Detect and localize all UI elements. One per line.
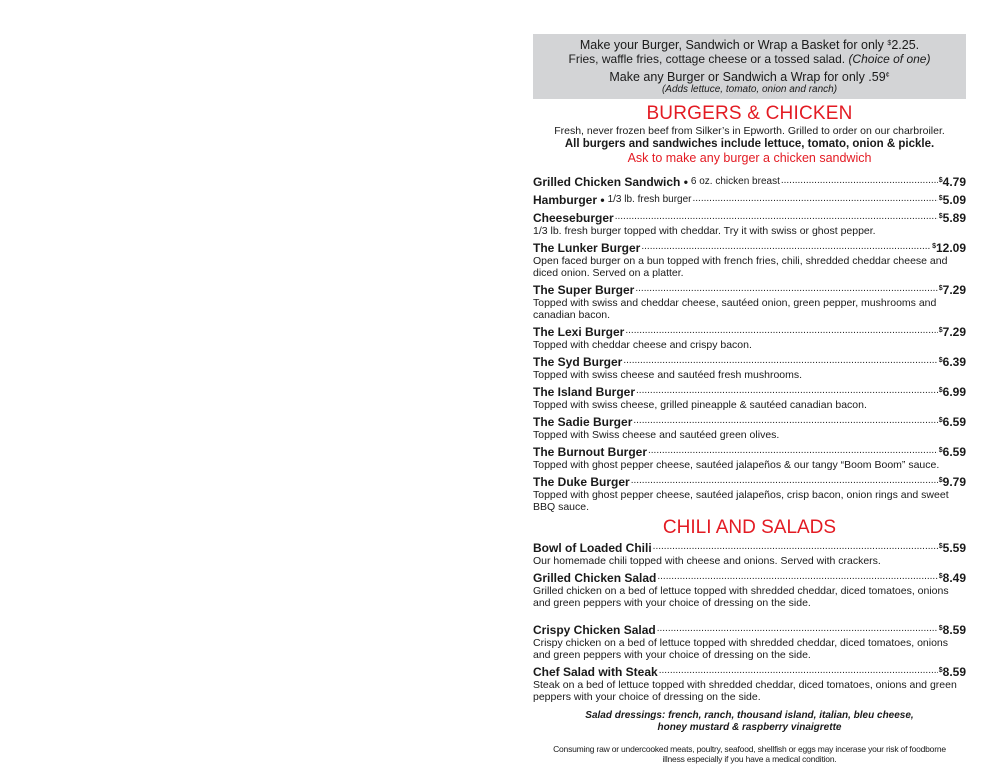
menu-item-row (533, 211, 966, 225)
chili-salads-heading: CHILI AND SALADS (662, 517, 837, 538)
dot-leader (615, 211, 938, 223)
menu-item-name: Crispy Chicken Salad (533, 623, 656, 637)
menu-item-price (939, 355, 966, 369)
price-dollar-sign: $ (938, 477, 943, 484)
price-dollar-sign: $ (938, 625, 943, 632)
menu-item-row (533, 475, 966, 489)
menu-item-price (939, 665, 966, 679)
dot-leader (633, 415, 937, 427)
menu-item-row (533, 623, 966, 637)
menu-item-row (533, 541, 966, 555)
menu-item-description: Crispy chicken on a bed of lettuce topped with shredded cheddar, diced tomatoes, onions and green peppers with your choice of dressing on the side. (533, 637, 949, 661)
price-value: 6.59 (942, 415, 966, 429)
banner-line-1: Make your Burger, Sandwich or Wrap a Basket for only $2.25. (579, 38, 920, 52)
menu-item-description: Topped with cheddar cheese and crispy bacon. (533, 339, 752, 351)
price-value: 5.89 (942, 211, 966, 225)
menu-item-row (533, 415, 966, 429)
menu-item-name: Bowl of Loaded Chili (533, 541, 652, 555)
menu-item-name: The Sadie Burger (533, 415, 633, 429)
dot-leader (648, 445, 938, 457)
burgers-intro-line-2: All burgers and sandwiches include lettuce, tomato, onion & pickle. (564, 138, 935, 150)
price-value: 5.59 (942, 541, 966, 555)
salad-dressings (533, 710, 966, 734)
salad-dressings-line-2: honey mustard & raspberry vinaigrette (657, 722, 842, 733)
price-value: 7.29 (942, 283, 966, 297)
menu-item-price (939, 385, 966, 399)
menu-item (533, 665, 966, 703)
price-value: 6.59 (942, 445, 966, 459)
menu-item-price (939, 475, 966, 489)
menu-item-description: Topped with ghost pepper cheese, sautéed jalapeños & our tangy “Boom Boom” sauce. (533, 459, 940, 471)
dot-leader (781, 175, 938, 187)
menu-item-row (533, 175, 966, 189)
menu-item-name: Hamburger • (533, 193, 605, 207)
menu-item-description: Open faced burger on a bun topped with french fries, chili, shredded cheddar cheese and diced onion. Served on a platter. (533, 255, 948, 279)
dot-leader (631, 475, 938, 487)
price-value: 6.39 (942, 355, 966, 369)
menu-item-name: The Lunker Burger (533, 241, 641, 255)
menu-item-name: The Lexi Burger (533, 325, 625, 339)
menu-item-price (939, 541, 966, 555)
menu-item (533, 623, 966, 661)
price-value: 9.79 (942, 475, 966, 489)
menu-item (533, 355, 966, 381)
warning-line-2: illness especially if you have a medical condition. (662, 754, 837, 764)
menu-item (533, 325, 966, 351)
menu-item-description: Topped with ghost pepper cheese, sautéed jalapeños, crisp bacon, onion rings and sweet BBQ sauce. (533, 489, 949, 513)
menu-column (533, 34, 966, 764)
menu-item-name: The Super Burger (533, 283, 635, 297)
menu-item-description: Steak on a bed of lettuce topped with shredded cheddar, diced tomatoes, onions and green peppers with your choice of dressing on the side. (533, 679, 957, 703)
basket-banner (533, 34, 966, 99)
menu-item (533, 385, 966, 411)
menu-item-name: Cheeseburger (533, 211, 614, 225)
menu-item-row (533, 385, 966, 399)
price-dollar-sign: $ (938, 667, 943, 674)
burgers-intro-line-1: Fresh, never frozen beef from Silker’s in Epworth. Grilled to order on our charbroiler. (554, 125, 945, 137)
menu-item-description: Our homemade chili topped with cheese and onions. Served with crackers. (533, 555, 881, 567)
price-value: 7.29 (942, 325, 966, 339)
menu-item-note: 6 oz. chicken breast (690, 176, 780, 187)
price-value: 8.59 (942, 623, 966, 637)
menu-item-price (939, 283, 966, 297)
price-value: 4.79 (942, 175, 966, 189)
price-value: 12.09 (935, 241, 966, 255)
menu-item-price (932, 241, 966, 255)
burgers-heading: BURGERS & CHICKEN (646, 103, 853, 124)
menu-item-price (939, 445, 966, 459)
menu-item (533, 193, 966, 207)
menu-item-name: The Island Burger (533, 385, 636, 399)
menu-item (533, 541, 966, 567)
menu-item-row (533, 325, 966, 339)
dot-leader (641, 241, 931, 253)
price-value: 6.99 (942, 385, 966, 399)
menu-item (533, 283, 966, 321)
menu-item-price (939, 175, 966, 189)
dot-leader (657, 623, 938, 635)
menu-item-description: 1/3 lb. fresh burger topped with cheddar. Try it with swiss or ghost pepper. (533, 225, 876, 237)
menu-item-description: Topped with swiss cheese, grilled pineapple & sautéed canadian bacon. (533, 399, 867, 411)
price-dollar-sign: $ (938, 357, 943, 364)
price-dollar-sign: $ (938, 327, 943, 334)
price-value: 8.49 (942, 571, 966, 585)
menu-item-row (533, 283, 966, 297)
banner-line-4: (Adds lettuce, tomato, onion and ranch) (661, 84, 838, 95)
menu-item-description: Topped with swiss cheese and sautéed fresh mushrooms. (533, 369, 803, 381)
food-safety-warning (533, 744, 966, 764)
salad-dressings-line-1: Salad dressings: french, ranch, thousand island, italian, bleu cheese, (585, 710, 914, 721)
menu-item-row (533, 571, 966, 585)
banner-line-2: Fries, waffle fries, cottage cheese or a tossed salad. (Choice of one) (568, 52, 931, 66)
burgers-intro-line-3: Ask to make any burger a chicken sandwich (627, 151, 872, 165)
menu-item (533, 241, 966, 279)
price-dollar-sign: $ (938, 177, 943, 184)
menu-item-note: 1/3 lb. fresh burger (607, 194, 692, 205)
price-value: 8.59 (942, 665, 966, 679)
price-dollar-sign: $ (938, 285, 943, 292)
menu-item-name: The Duke Burger (533, 475, 630, 489)
price-dollar-sign: $ (938, 447, 943, 454)
menu-item-name: Grilled Chicken Sandwich • (533, 175, 688, 189)
menu-item-name: The Syd Burger (533, 355, 623, 369)
price-dollar-sign: $ (938, 213, 943, 220)
burgers-intro (533, 125, 966, 166)
menu-item-description: Topped with swiss and cheddar cheese, sautéed onion, green pepper, mushrooms and canadian bacon. (533, 297, 937, 321)
price-dollar-sign: $ (932, 243, 936, 250)
menu-item-price (939, 623, 966, 637)
menu-item (533, 175, 966, 189)
menu-item-name: Grilled Chicken Salad (533, 571, 657, 585)
menu-item-price (939, 193, 966, 207)
menu-item (533, 211, 966, 237)
dot-leader (657, 571, 937, 583)
menu-item-row (533, 445, 966, 459)
dot-leader (659, 665, 938, 677)
menu-item (533, 415, 966, 441)
menu-item-description: Topped with Swiss cheese and sautéed green olives. (533, 429, 780, 441)
warning-line-1: Consuming raw or undercooked meats, poultry, seafood, shellfish or eggs may incerase your risk of foodborne (553, 744, 946, 754)
banner-line-3: Make any Burger or Sandwich a Wrap for only .59¢ (609, 70, 890, 84)
menu-item (533, 445, 966, 471)
menu-item-price (939, 415, 966, 429)
dot-leader (693, 193, 938, 205)
dot-leader (635, 283, 937, 295)
dot-leader (625, 325, 937, 337)
menu-item-row (533, 355, 966, 369)
menu-item (533, 571, 966, 609)
menu-item-description: Grilled chicken on a bed of lettuce topped with shredded cheddar, diced tomatoes, onions and green peppers with your choice of dressing on the side. (533, 585, 949, 609)
dot-leader (636, 385, 938, 397)
price-dollar-sign: $ (938, 417, 943, 424)
chili-salad-list (533, 541, 966, 703)
menu-item-row (533, 665, 966, 679)
price-dollar-sign: $ (938, 387, 943, 394)
menu-item-price (939, 211, 966, 225)
menu-item (533, 475, 966, 513)
dot-leader (623, 355, 937, 367)
menu-item-row (533, 241, 966, 255)
menu-item-row (533, 193, 966, 207)
menu-item-name: The Burnout Burger (533, 445, 647, 459)
dot-leader (653, 541, 938, 553)
burger-list (533, 175, 966, 513)
price-dollar-sign: $ (938, 543, 943, 550)
menu-item-name: Chef Salad with Steak (533, 665, 658, 679)
price-dollar-sign: $ (938, 195, 943, 202)
price-dollar-sign: $ (938, 573, 943, 580)
menu-item-price (939, 571, 966, 585)
menu-item-price (939, 325, 966, 339)
price-value: 5.09 (942, 193, 966, 207)
